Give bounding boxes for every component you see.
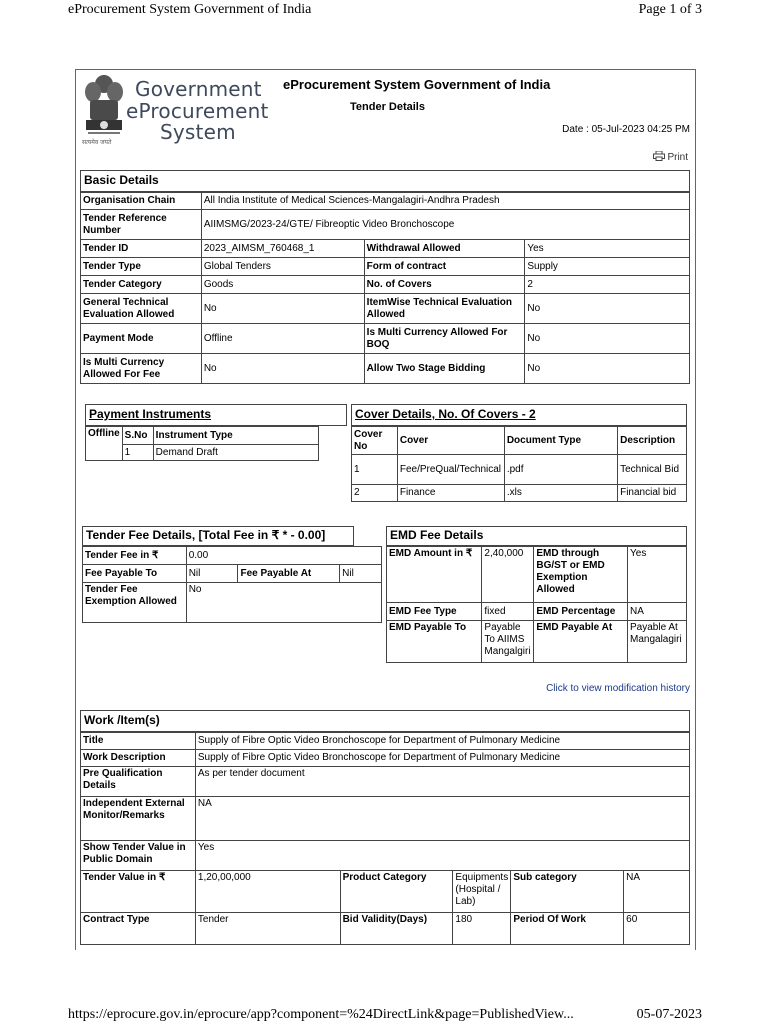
- fee-payable-at-value: Nil: [340, 565, 382, 583]
- org-chain-value: All India Institute of Medical Sciences-Mangalagiri-Andhra Pradesh: [201, 193, 689, 210]
- tender-fee-title: Tender Fee Details, [Total Fee in ₹ * - 0.00]: [86, 528, 326, 542]
- page-footer-date: 05-07-2023: [636, 1007, 702, 1022]
- report-date: Date : 05-Jul-2023 04:25 PM: [562, 124, 690, 135]
- col-sno: S.No: [122, 427, 153, 445]
- print-button[interactable]: [653, 151, 688, 163]
- bid-validity-label: Bid Validity(Days): [340, 913, 453, 945]
- withdrawal-value: Yes: [525, 240, 690, 258]
- tender-fee-value: 0.00: [186, 547, 381, 565]
- cover-description: Technical Bid: [618, 455, 687, 485]
- tender-ref-label: Tender Reference Number: [81, 210, 202, 240]
- printer-icon: [653, 151, 665, 161]
- col-description: Description: [618, 427, 687, 455]
- gte-label: General Technical Evaluation Allowed: [81, 294, 202, 324]
- prequal-label: Pre Qualification Details: [81, 767, 196, 797]
- tender-fee-table: [82, 546, 382, 623]
- multi-currency-boq-label: Is Multi Currency Allowed For BOQ: [364, 324, 525, 354]
- form-contract-label: Form of contract: [364, 258, 525, 276]
- emd-percentage-value: NA: [628, 603, 687, 621]
- multi-currency-fee-value: No: [201, 354, 364, 384]
- prequal-value: As per tender document: [195, 767, 689, 797]
- tender-fee-label: Tender Fee in ₹: [83, 547, 187, 565]
- fee-payable-to-value: Nil: [186, 565, 238, 583]
- fee-payable-to-label: Fee Payable To: [83, 565, 187, 583]
- sub-category-label: Sub category: [511, 871, 624, 913]
- sub-category-value: NA: [624, 871, 690, 913]
- logo-line-3: System: [160, 120, 236, 144]
- fee-exemption-label: Tender Fee Exemption Allowed: [83, 583, 187, 623]
- modification-history-link[interactable]: Click to view modification history: [546, 683, 690, 694]
- emd-percentage-label: EMD Percentage: [534, 603, 628, 621]
- emd-payable-at-label: EMD Payable At: [534, 621, 628, 663]
- fee-exemption-value: No: [186, 583, 381, 623]
- iwte-label: ItemWise Technical Evaluation Allowed: [364, 294, 525, 324]
- tender-category-value: Goods: [201, 276, 364, 294]
- emblem-icon: [80, 72, 128, 146]
- basic-details-section: [80, 170, 690, 192]
- emblem-motto: सत्यमेव जयते: [82, 139, 112, 146]
- multi-currency-boq-value: No: [525, 324, 690, 354]
- emd-payable-at-value: Payable At Mangalagiri: [628, 621, 687, 663]
- payment-mode-value: Offline: [201, 324, 364, 354]
- work-items-section: [80, 710, 690, 732]
- emd-payable-to-label: EMD Payable To: [387, 621, 482, 663]
- work-items-title: Work /Item(s): [84, 713, 160, 727]
- period-of-work-value: 60: [624, 913, 690, 945]
- page-title: eProcurement System Government of India: [283, 77, 551, 92]
- show-value-label: Show Tender Value in Public Domain: [81, 841, 196, 871]
- withdrawal-label: Withdrawal Allowed: [364, 240, 525, 258]
- cover-description: Financial bid: [618, 485, 687, 502]
- multi-currency-fee-label: Is Multi Currency Allowed For Fee: [81, 354, 202, 384]
- tender-id-value: 2023_AIMSM_760468_1: [201, 240, 364, 258]
- cover-doc-type: .pdf: [504, 455, 617, 485]
- work-items-table: [80, 732, 690, 945]
- cover-name: Finance: [397, 485, 504, 502]
- basic-details-table: [80, 192, 690, 384]
- period-of-work-label: Period Of Work: [511, 913, 624, 945]
- col-doc-type: Document Type: [504, 427, 617, 455]
- logo-line-1: Government: [135, 77, 262, 101]
- product-category-label: Product Category: [340, 871, 453, 913]
- iem-value: NA: [195, 797, 689, 841]
- two-stage-label: Allow Two Stage Bidding: [364, 354, 525, 384]
- emd-amount-value: 2,40,000: [482, 547, 534, 603]
- page-footer-url: https://eprocure.gov.in/eprocure/app?component=%24DirectLink&page=PublishedView...: [68, 1007, 574, 1022]
- col-cover: Cover: [397, 427, 504, 455]
- logo-line-2: eProcurement: [126, 99, 269, 123]
- tender-id-label: Tender ID: [81, 240, 202, 258]
- payment-mode-label: Payment Mode: [81, 324, 202, 354]
- two-stage-value: No: [525, 354, 690, 384]
- government-logo: [80, 72, 270, 148]
- work-desc-value: Supply of Fibre Optic Video Bronchoscope for Department of Pulmonary Medicine: [195, 750, 689, 767]
- print-label: Print: [667, 152, 688, 163]
- col-instrument-type: Instrument Type: [153, 427, 318, 445]
- tender-type-label: Tender Type: [81, 258, 202, 276]
- page-subtitle: Tender Details: [350, 101, 425, 113]
- cover-details-title: Cover Details, No. Of Covers - 2: [355, 407, 536, 421]
- cover-details-table: [351, 426, 687, 502]
- emd-fee-type-label: EMD Fee Type: [387, 603, 482, 621]
- cover-no: 2: [352, 485, 398, 502]
- tender-value-label: Tender Value in ₹: [81, 871, 196, 913]
- cover-name: Fee/PreQual/Technical: [397, 455, 504, 485]
- tender-value-value: 1,20,00,000: [195, 871, 340, 913]
- tender-ref-value: AIIMSMG/2023-24/GTE/ Fibreoptic Video Bronchoscope: [201, 210, 689, 240]
- product-category-value: Equipments (Hospital / Lab): [453, 871, 511, 913]
- work-desc-label: Work Description: [81, 750, 196, 767]
- instrument-type: Demand Draft: [153, 445, 318, 461]
- cover-doc-type: .xls: [504, 485, 617, 502]
- cover-no: 1: [352, 455, 398, 485]
- page-header-left: eProcurement System Government of India: [68, 2, 312, 17]
- emd-payable-to-value: Payable To AIIMS Mangalgiri: [482, 621, 534, 663]
- form-contract-value: Supply: [525, 258, 690, 276]
- org-chain-label: Organisation Chain: [81, 193, 202, 210]
- work-title-label: Title: [81, 733, 196, 750]
- emd-amount-label: EMD Amount in ₹: [387, 547, 482, 603]
- tender-category-label: Tender Category: [81, 276, 202, 294]
- emd-fee-table: [386, 546, 687, 663]
- iwte-value: No: [525, 294, 690, 324]
- work-title-value: Supply of Fibre Optic Video Bronchoscope for Department of Pulmonary Medicine: [195, 733, 689, 750]
- basic-details-title: Basic Details: [84, 173, 159, 187]
- emd-through-label: EMD through BG/ST or EMD Exemption Allowed: [534, 547, 628, 603]
- payment-instruments-title: Payment Instruments: [89, 407, 212, 421]
- instrument-sno: 1: [122, 445, 153, 461]
- page-header-right: Page 1 of 3: [638, 2, 702, 17]
- iem-label: Independent External Monitor/Remarks: [81, 797, 196, 841]
- bid-validity-value: 180: [453, 913, 511, 945]
- fee-payable-at-label: Fee Payable At: [238, 565, 340, 583]
- contract-type-label: Contract Type: [81, 913, 196, 945]
- covers-count-value: 2: [525, 276, 690, 294]
- col-cover-no: Cover No: [352, 427, 398, 455]
- contract-type-value: Tender: [195, 913, 340, 945]
- tender-type-value: Global Tenders: [201, 258, 364, 276]
- payment-mode-cell: Offline: [86, 427, 123, 461]
- payment-instruments-table: [85, 426, 319, 461]
- covers-count-label: No. of Covers: [364, 276, 525, 294]
- emd-fee-type-value: fixed: [482, 603, 534, 621]
- emd-through-value: Yes: [628, 547, 687, 603]
- gte-value: No: [201, 294, 364, 324]
- show-value-value: Yes: [195, 841, 689, 871]
- emd-fee-title: EMD Fee Details: [390, 528, 484, 542]
